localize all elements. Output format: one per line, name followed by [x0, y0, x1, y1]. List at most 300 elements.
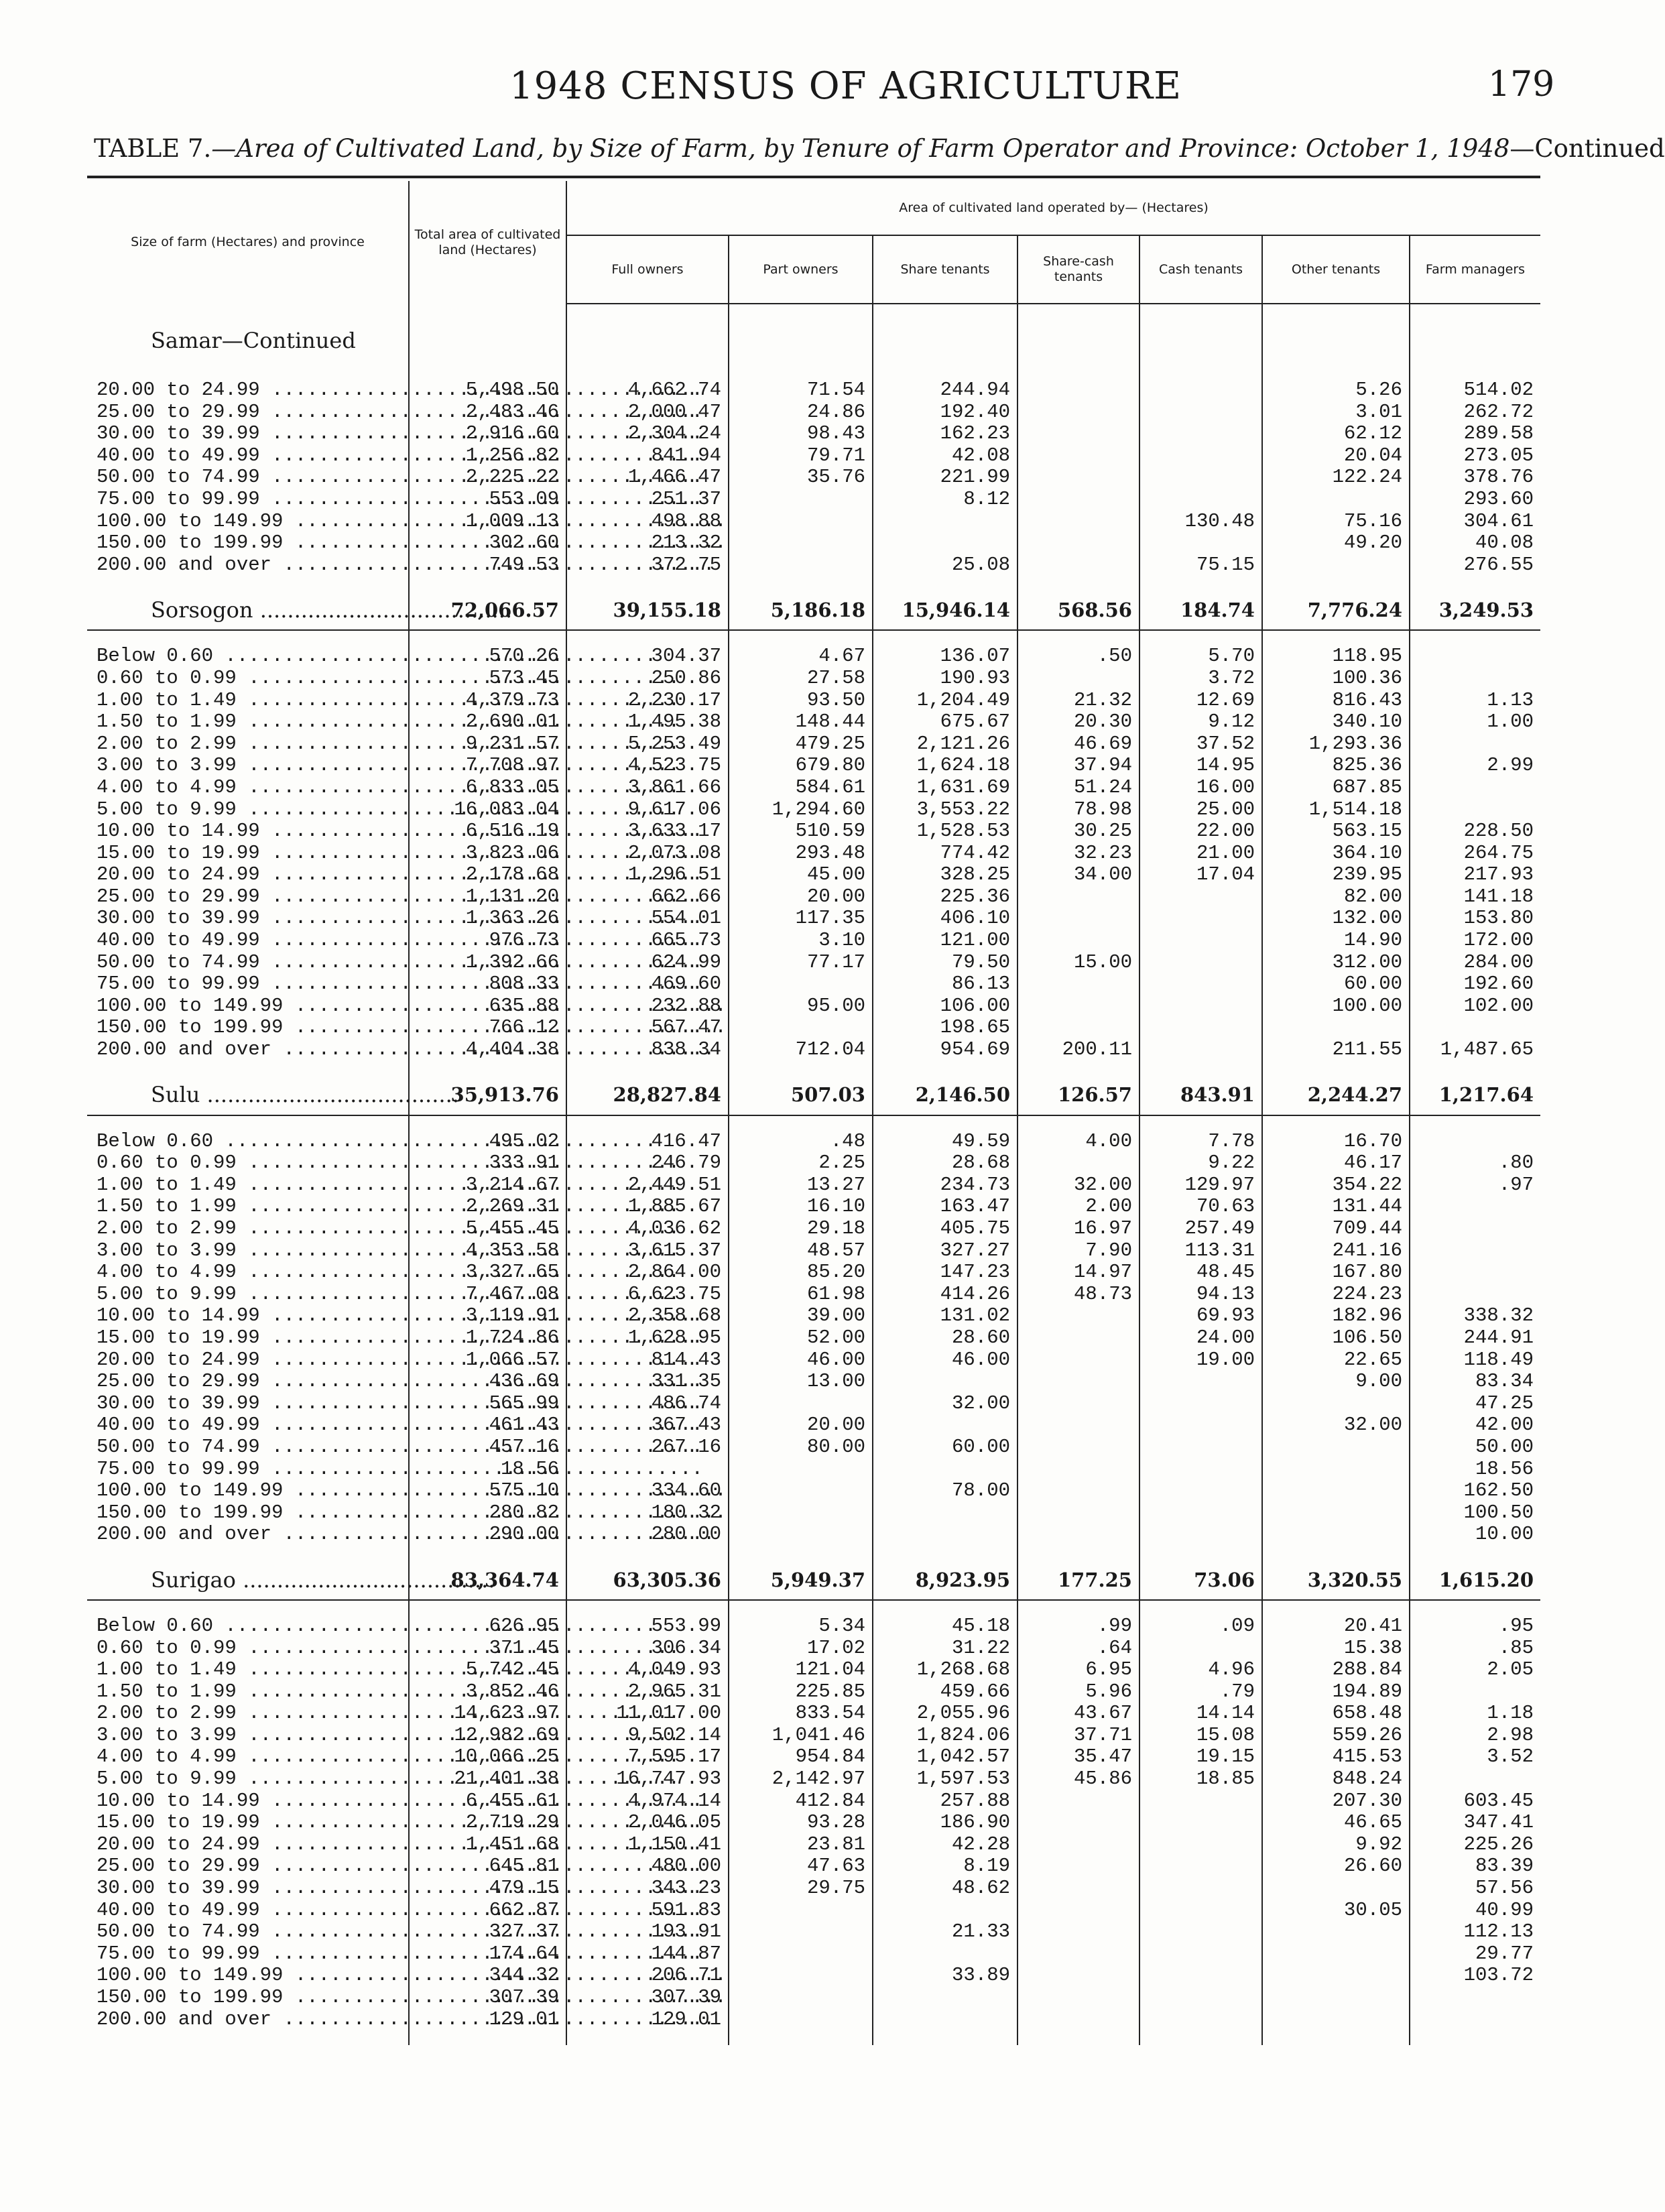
cash-tenants-cell	[1139, 908, 1262, 930]
part-owners-cell: 93.50	[729, 690, 873, 712]
spacer-cell	[1410, 630, 1540, 646]
spacer-cell	[729, 576, 873, 591]
total-area-cell: 570.26	[409, 646, 566, 668]
cash-tenants-cell	[1139, 423, 1262, 445]
part-owners-cell	[729, 1459, 873, 1481]
share-cash-tenants-cell	[1018, 445, 1139, 467]
spacer-cell	[873, 630, 1018, 646]
other-tenants-cell: 75.16	[1262, 511, 1410, 533]
share-cash-tenants-cell	[1018, 1327, 1139, 1349]
share-cash-tenants-cell: 15.00	[1018, 952, 1139, 974]
share-tenants-cell: 42.28	[873, 1834, 1018, 1856]
share-cash-tenants-cell	[1018, 1305, 1139, 1327]
total-area-cell: 575.10	[409, 1480, 566, 1502]
spacer-cell	[1262, 1546, 1410, 1560]
share-cash-tenants-cell: .99	[1018, 1615, 1139, 1638]
part-owners-cell: 148.44	[729, 711, 873, 733]
share-cash-tenants-cell	[1018, 1436, 1139, 1459]
cash-tenants-cell: 4.96	[1139, 1659, 1262, 1681]
spacer-cell	[1410, 1600, 1540, 1615]
cash-tenants-cell: 113.31	[1139, 1240, 1262, 1262]
share-tenants-total	[873, 316, 1018, 365]
cash-tenants-cell: 3.72	[1139, 668, 1262, 690]
size-class: 3.00 to 3.99 .....	[87, 755, 409, 777]
share-tenants-cell: 163.47	[873, 1196, 1018, 1218]
tenure-header: Other tenants	[1262, 235, 1410, 304]
tenure-header: Farm managers	[1410, 235, 1540, 304]
total-area-cell: 302.60	[409, 532, 566, 554]
farm-managers-cell	[1410, 1768, 1540, 1790]
cash-tenants-cell: 14.95	[1139, 755, 1262, 777]
table-row	[87, 1414, 1540, 1436]
full-owners-cell: 206.71	[566, 1965, 729, 1987]
data-table	[87, 181, 1540, 2045]
spacer-cell	[1018, 1600, 1139, 1615]
part-owners-cell: 98.43	[729, 423, 873, 445]
share-cash-tenants-cell	[1018, 1502, 1139, 1524]
share-tenants-cell	[873, 1943, 1018, 1965]
farm-managers-cell: 192.60	[1410, 973, 1540, 995]
full-owners-cell: 251.37	[566, 489, 729, 511]
part-owners-cell: 13.27	[729, 1174, 873, 1196]
other-tenants-cell: 26.60	[1262, 1855, 1410, 1878]
full-owners-total: 63,305.36	[566, 1560, 729, 1600]
spacer-cell	[1139, 630, 1262, 646]
other-tenants-cell: 340.10	[1262, 711, 1410, 733]
share-tenants-total: 8,923.95	[873, 1560, 1018, 1600]
total-area-cell: 10,066.25	[409, 1746, 566, 1768]
part-owners-cell: 29.18	[729, 1218, 873, 1240]
total-area-cell: 749.53	[409, 554, 566, 576]
farm-managers-cell	[1410, 1262, 1540, 1284]
other-tenants-cell: 9.00	[1262, 1371, 1410, 1393]
share-tenants-cell: 86.13	[873, 973, 1018, 995]
share-tenants-cell	[873, 2009, 1018, 2031]
total-area-cell: 327.37	[409, 1921, 566, 1943]
farm-managers-cell: 172.00	[1410, 930, 1540, 952]
part-owners-cell: 39.00	[729, 1305, 873, 1327]
full-owners-cell: 841.94	[566, 445, 729, 467]
farm-managers-cell: 10.00	[1410, 1524, 1540, 1546]
size-class: 4.00 to 4.99 .....	[87, 1262, 409, 1284]
size-class: 200.00 and over .....	[87, 1039, 409, 1061]
cash-tenants-cell	[1139, 1039, 1262, 1061]
part-owners-cell: 712.04	[729, 1039, 873, 1061]
share-cash-tenants-cell: 21.32	[1018, 690, 1139, 712]
table-row	[87, 1834, 1540, 1856]
part-owners-cell: 85.20	[729, 1262, 873, 1284]
share-tenants-cell: 33.89	[873, 1965, 1018, 1987]
spacer-cell	[566, 365, 729, 379]
full-owners-cell: 2,358.68	[566, 1305, 729, 1327]
cash-tenants-total: 73.06	[1139, 1560, 1262, 1600]
spacer-cell	[1139, 365, 1262, 379]
part-owners-cell: 2,142.97	[729, 1768, 873, 1790]
farm-managers-cell: 2.99	[1410, 755, 1540, 777]
spacer-cell	[729, 2030, 873, 2045]
full-owners-cell: 9,617.06	[566, 799, 729, 821]
full-owners-cell: 469.60	[566, 973, 729, 995]
table-row	[87, 1218, 1540, 1240]
share-tenants-cell	[873, 1502, 1018, 1524]
share-tenants-cell: 414.26	[873, 1284, 1018, 1306]
table-row	[87, 1152, 1540, 1174]
full-owners-cell: 4,036.62	[566, 1218, 729, 1240]
table-row	[87, 690, 1540, 712]
cash-tenants-cell	[1139, 1790, 1262, 1812]
share-cash-tenants-cell	[1018, 1459, 1139, 1481]
share-tenants-cell	[873, 511, 1018, 533]
table-row	[87, 668, 1540, 690]
part-owners-cell	[729, 1393, 873, 1415]
size-class: 1.50 to 1.99 .....	[87, 1681, 409, 1703]
cash-tenants-cell	[1139, 1017, 1262, 1039]
part-owners-cell	[729, 1987, 873, 2009]
size-class: 15.00 to 19.99 .....	[87, 843, 409, 865]
cash-tenants-cell: 70.63	[1139, 1196, 1262, 1218]
total-area-cell: 14,623.97	[409, 1703, 566, 1725]
share-cash-tenants-cell: 46.69	[1018, 733, 1139, 755]
full-owners-cell: 129.01	[566, 2009, 729, 2031]
size-class: 20.00 to 24.99 .....	[87, 864, 409, 886]
farm-managers-cell: 217.93	[1410, 864, 1540, 886]
other-tenants-cell: 49.20	[1262, 532, 1410, 554]
table-row	[87, 423, 1540, 445]
other-tenants-cell: 167.80	[1262, 1262, 1410, 1284]
total-area-cell: 3,327.65	[409, 1262, 566, 1284]
part-owners-cell: 27.58	[729, 668, 873, 690]
full-owners-cell: 372.75	[566, 554, 729, 576]
size-class: 50.00 to 74.99 .....	[87, 1921, 409, 1943]
full-owners-cell: 343.23	[566, 1878, 729, 1900]
spacer-cell	[87, 630, 409, 646]
spacer-cell	[729, 304, 873, 316]
share-cash-tenants-cell	[1018, 467, 1139, 489]
size-class: 200.00 and over .....	[87, 2009, 409, 2031]
full-owners-cell: 4,049.93	[566, 1659, 729, 1681]
size-class: 100.00 to 149.99 .....	[87, 511, 409, 533]
other-tenants-cell	[1262, 1878, 1410, 1900]
farm-managers-cell: 162.50	[1410, 1480, 1540, 1502]
size-class: 30.00 to 39.99 .....	[87, 908, 409, 930]
part-owners-cell: 20.00	[729, 886, 873, 908]
spacer-cell	[566, 1115, 729, 1131]
cash-tenants-cell: 18.85	[1139, 1768, 1262, 1790]
part-owners-cell: 479.25	[729, 733, 873, 755]
spacer-cell	[1262, 1115, 1410, 1131]
full-owners-cell: 307.39	[566, 1987, 729, 2009]
part-owners-cell	[729, 532, 873, 554]
other-tenants-cell: 559.26	[1262, 1725, 1410, 1747]
other-tenants-cell: 22.65	[1262, 1349, 1410, 1371]
farm-managers-cell: 118.49	[1410, 1349, 1540, 1371]
share-cash-tenants-cell	[1018, 489, 1139, 511]
spacer-cell	[409, 576, 566, 591]
part-owners-cell	[729, 1502, 873, 1524]
part-owners-cell: 93.28	[729, 1812, 873, 1834]
cash-tenants-total: 184.74	[1139, 591, 1262, 630]
share-tenants-cell: 136.07	[873, 646, 1018, 668]
full-owners-cell: 2,046.05	[566, 1812, 729, 1834]
part-owners-cell: 52.00	[729, 1327, 873, 1349]
size-class: Below 0.60 .....	[87, 646, 409, 668]
farm-managers-cell	[1410, 1196, 1540, 1218]
part-owners-cell: 35.76	[729, 467, 873, 489]
farm-managers-cell: 262.72	[1410, 402, 1540, 424]
total-area-cell: 976.73	[409, 930, 566, 952]
other-tenants-cell: 239.95	[1262, 864, 1410, 886]
size-class: 100.00 to 149.99 .....	[87, 1965, 409, 1987]
part-owners-cell	[729, 1943, 873, 1965]
cash-tenants-cell	[1139, 1878, 1262, 1900]
share-cash-tenants-cell	[1018, 1414, 1139, 1436]
share-cash-tenants-cell	[1018, 886, 1139, 908]
full-owners-cell: 498.88	[566, 511, 729, 533]
share-tenants-cell: 406.10	[873, 908, 1018, 930]
part-owners-total: 5,949.37	[729, 1560, 873, 1600]
full-owners-cell: 232.88	[566, 995, 729, 1018]
size-class: 150.00 to 199.99 .....	[87, 1502, 409, 1524]
full-owners-cell: 486.74	[566, 1393, 729, 1415]
table-row	[87, 1480, 1540, 1502]
spacer-cell	[409, 1546, 566, 1560]
total-area-total: 35,913.76	[409, 1076, 566, 1115]
size-class: 0.60 to 0.99 .....	[87, 1152, 409, 1174]
share-cash-tenants-cell	[1018, 1878, 1139, 1900]
size-class: 5.00 to 9.99 .....	[87, 799, 409, 821]
farm-managers-cell: 2.05	[1410, 1659, 1540, 1681]
farm-managers-cell: 1.00	[1410, 711, 1540, 733]
farm-managers-cell	[1410, 1218, 1540, 1240]
table-row	[87, 1305, 1540, 1327]
spacer-cell	[873, 1600, 1018, 1615]
part-owners-cell	[729, 1921, 873, 1943]
cash-tenants-cell: 5.70	[1139, 646, 1262, 668]
farm-managers-cell: 153.80	[1410, 908, 1540, 930]
share-cash-tenants-cell: 7.90	[1018, 1240, 1139, 1262]
total-area-cell: 16,083.04	[409, 799, 566, 821]
share-tenants-cell	[873, 1371, 1018, 1393]
full-owners-total: 28,827.84	[566, 1076, 729, 1115]
table-row	[87, 930, 1540, 952]
share-cash-tenants-total: 568.56	[1018, 591, 1139, 630]
part-owners-cell: 510.59	[729, 820, 873, 843]
spacer-cell	[1018, 365, 1139, 379]
total-area-cell: 3,823.06	[409, 843, 566, 865]
cash-tenants-cell: 7.78	[1139, 1131, 1262, 1153]
part-owners-cell	[729, 973, 873, 995]
spacer-cell	[409, 1061, 566, 1076]
size-class: 150.00 to 199.99 .....	[87, 532, 409, 554]
table-row	[87, 1768, 1540, 1790]
other-tenants-cell: 207.30	[1262, 1790, 1410, 1812]
cash-tenants-cell: 75.15	[1139, 554, 1262, 576]
part-owners-cell: 225.85	[729, 1681, 873, 1703]
share-cash-tenants-cell	[1018, 1921, 1139, 1943]
total-area-cell: 9,231.57	[409, 733, 566, 755]
spacer-cell	[87, 2030, 409, 2045]
share-tenants-total: 15,946.14	[873, 591, 1018, 630]
total-area-cell: 2,719.29	[409, 1812, 566, 1834]
other-tenants-cell: 122.24	[1262, 467, 1410, 489]
share-tenants-cell: 459.66	[873, 1681, 1018, 1703]
share-tenants-cell: 198.65	[873, 1017, 1018, 1039]
part-owners-cell: 46.00	[729, 1349, 873, 1371]
share-cash-tenants-cell	[1018, 379, 1139, 402]
province-name: Samar—Continued	[151, 327, 356, 353]
total-area-cell: 808.33	[409, 973, 566, 995]
share-tenants-cell: 28.60	[873, 1327, 1018, 1349]
part-owners-total: 507.03	[729, 1076, 873, 1115]
share-cash-tenants-cell	[1018, 532, 1139, 554]
share-cash-tenants-cell: 37.71	[1018, 1725, 1139, 1747]
share-tenants-cell: 221.99	[873, 467, 1018, 489]
spacer-cell	[566, 304, 729, 316]
total-area-cell: 3,119.91	[409, 1305, 566, 1327]
spacer-cell	[1410, 1546, 1540, 1560]
spacer-cell	[1262, 630, 1410, 646]
share-cash-tenants-cell	[1018, 1834, 1139, 1856]
share-tenants-cell: 328.25	[873, 864, 1018, 886]
province-row	[87, 591, 1540, 630]
share-cash-tenants-cell: .64	[1018, 1638, 1139, 1660]
farm-managers-cell: 42.00	[1410, 1414, 1540, 1436]
share-tenants-cell: 106.00	[873, 995, 1018, 1018]
table-row	[87, 1943, 1540, 1965]
share-cash-tenants-cell	[1018, 930, 1139, 952]
table-row	[87, 777, 1540, 799]
share-cash-tenants-cell	[1018, 1790, 1139, 1812]
total-area-cell: 766.12	[409, 1017, 566, 1039]
other-tenants-total: 7,776.24	[1262, 591, 1410, 630]
size-class: 5.00 to 9.99 .....	[87, 1284, 409, 1306]
spacer-cell	[409, 1600, 566, 1615]
farm-managers-cell: 83.34	[1410, 1371, 1540, 1393]
farm-managers-cell: 347.41	[1410, 1812, 1540, 1834]
cash-tenants-cell	[1139, 379, 1262, 402]
cash-tenants-cell: 25.00	[1139, 799, 1262, 821]
full-owners-cell: 1,296.51	[566, 864, 729, 886]
share-cash-tenants-cell	[1018, 1965, 1139, 1987]
total-area-cell: 6,833.05	[409, 777, 566, 799]
total-area-cell: 479.15	[409, 1878, 566, 1900]
cash-tenants-cell	[1139, 1834, 1262, 1856]
size-class: 25.00 to 29.99 .....	[87, 1855, 409, 1878]
size-class: 4.00 to 4.99 .....	[87, 777, 409, 799]
size-class: 10.00 to 14.99 .....	[87, 820, 409, 843]
other-tenants-cell: 30.05	[1262, 1900, 1410, 1922]
spacer-cell	[1410, 2030, 1540, 2045]
part-owners-cell: 13.00	[729, 1371, 873, 1393]
spacer-cell	[1410, 365, 1540, 379]
total-area-total: 83,364.74	[409, 1560, 566, 1600]
total-area-cell: 5,498.50	[409, 379, 566, 402]
size-class: 40.00 to 49.99 .....	[87, 445, 409, 467]
spacer-cell	[1262, 576, 1410, 591]
cash-tenants-cell: 94.13	[1139, 1284, 1262, 1306]
share-tenants-cell: 42.08	[873, 445, 1018, 467]
other-tenants-cell: 364.10	[1262, 843, 1410, 865]
spacer-cell	[409, 304, 566, 316]
share-tenants-cell: 79.50	[873, 952, 1018, 974]
part-owners-cell: 1,041.46	[729, 1725, 873, 1747]
share-tenants-cell: 32.00	[873, 1393, 1018, 1415]
cash-tenants-cell: .79	[1139, 1681, 1262, 1703]
farm-managers-cell	[1410, 1017, 1540, 1039]
table-row	[87, 1987, 1540, 2009]
total-area-cell: 3,852.46	[409, 1681, 566, 1703]
table-row	[87, 1327, 1540, 1349]
spacer-cell	[1262, 304, 1410, 316]
farm-managers-total: 1,615.20	[1410, 1560, 1540, 1600]
farm-managers-cell: 293.60	[1410, 489, 1540, 511]
spacer-cell	[1410, 576, 1540, 591]
full-owners-cell: 306.34	[566, 1638, 729, 1660]
total-area-cell: 2,178.68	[409, 864, 566, 886]
share-cash-tenants-cell: 5.96	[1018, 1681, 1139, 1703]
part-owners-cell: 61.98	[729, 1284, 873, 1306]
spacer-cell	[729, 630, 873, 646]
cash-tenants-cell	[1139, 1480, 1262, 1502]
province-name: Sulu .....	[87, 1076, 409, 1115]
cash-tenants-cell	[1139, 1812, 1262, 1834]
part-owners-cell: 47.63	[729, 1855, 873, 1878]
full-owners-cell: 4,523.75	[566, 755, 729, 777]
total-area-cell: 1,363.26	[409, 908, 566, 930]
other-tenants-cell	[1262, 554, 1410, 576]
other-tenants-cell: 100.36	[1262, 668, 1410, 690]
cash-tenants-cell: .09	[1139, 1615, 1262, 1638]
farm-managers-cell: 304.61	[1410, 511, 1540, 533]
table-row	[87, 1240, 1540, 1262]
part-owners-cell: 45.00	[729, 864, 873, 886]
share-tenants-cell	[873, 1987, 1018, 2009]
part-owners-cell	[729, 554, 873, 576]
full-owners-cell: 180.32	[566, 1502, 729, 1524]
farm-managers-cell: 83.39	[1410, 1855, 1540, 1878]
share-tenants-cell: 28.68	[873, 1152, 1018, 1174]
full-owners-cell: 2,073.08	[566, 843, 729, 865]
share-tenants-cell: 8.12	[873, 489, 1018, 511]
share-cash-tenants-cell	[1018, 511, 1139, 533]
spacer-cell	[873, 2030, 1018, 2045]
farm-managers-cell	[1410, 2009, 1540, 2031]
size-class: 25.00 to 29.99 .....	[87, 1371, 409, 1393]
size-class: 100.00 to 149.99 .....	[87, 995, 409, 1018]
total-area-cell: 1,256.82	[409, 445, 566, 467]
total-area-cell: 280.82	[409, 1502, 566, 1524]
other-tenants-cell: 563.15	[1262, 820, 1410, 843]
table-caption	[94, 134, 1665, 163]
total-area-cell: 573.45	[409, 668, 566, 690]
cash-tenants-cell	[1139, 952, 1262, 974]
table-row	[87, 864, 1540, 886]
full-owners-cell: 280.00	[566, 1524, 729, 1546]
cash-tenants-total: 843.91	[1139, 1076, 1262, 1115]
total-area-cell: 662.87	[409, 1900, 566, 1922]
total-area-cell: 4,379.73	[409, 690, 566, 712]
cash-tenants-cell	[1139, 930, 1262, 952]
other-tenants-cell: 1,514.18	[1262, 799, 1410, 821]
size-class: 2.00 to 2.99 .....	[87, 1218, 409, 1240]
share-cash-tenants-cell: 200.11	[1018, 1039, 1139, 1061]
farm-managers-cell: 57.56	[1410, 1878, 1540, 1900]
other-tenants-cell	[1262, 1965, 1410, 1987]
total-area-cell: 1,392.66	[409, 952, 566, 974]
share-cash-tenants-cell	[1018, 1812, 1139, 1834]
other-tenants-cell: 687.85	[1262, 777, 1410, 799]
share-cash-tenants-cell: 32.00	[1018, 1174, 1139, 1196]
